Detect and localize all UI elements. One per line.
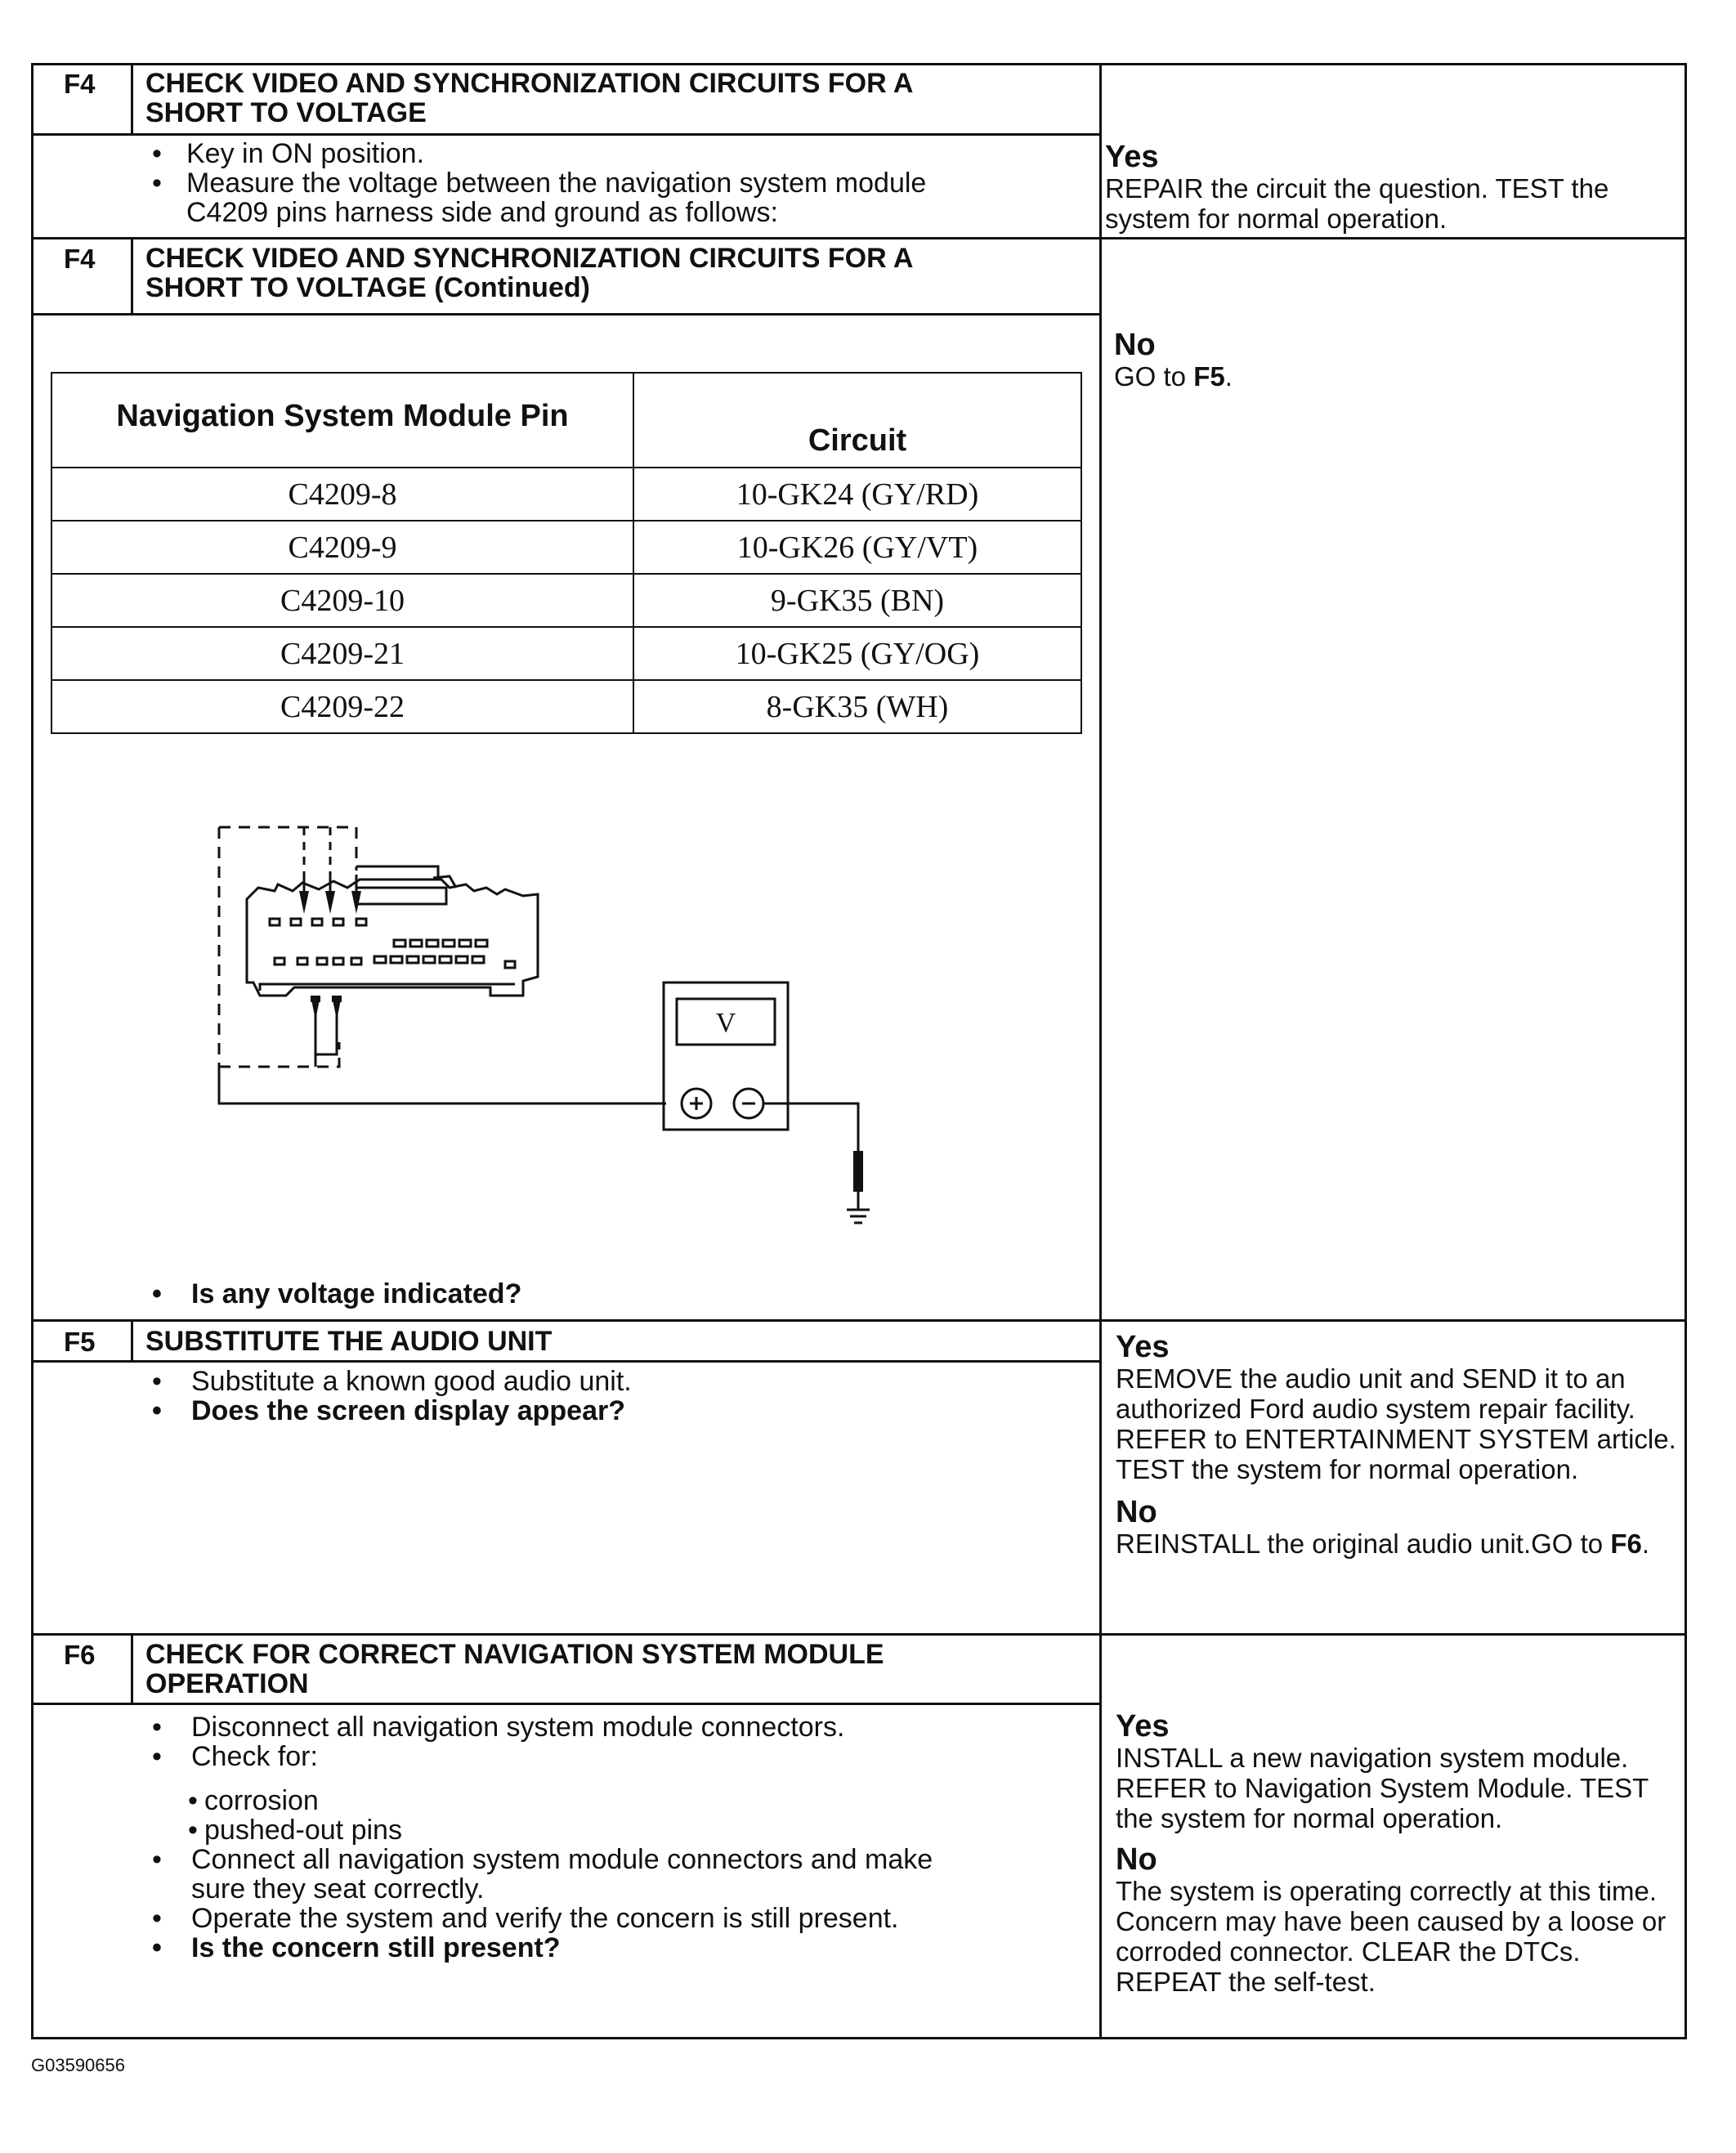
f6-sub-bullet-1: • corrosion xyxy=(145,1786,1094,1815)
f4a-yes-text: REPAIR the circuit the question. TEST the system for normal operation. xyxy=(1105,173,1609,234)
f6-id-divider xyxy=(131,1633,133,1705)
f4a-step-title: CHECK VIDEO AND SYNCHRONIZATION CIRCUITS FOR A SHORT TO VOLTAGE xyxy=(145,68,914,128)
f6-results xyxy=(1116,1710,1683,1997)
f4a-step-id: F4 xyxy=(64,69,96,99)
f6-bullet-2: • Check for: xyxy=(145,1742,1094,1771)
f6-bullet-5: • Is the concern still present? xyxy=(145,1933,1094,1963)
f4b-no-text: GO to F5. xyxy=(1114,361,1233,392)
table-cell-pin: C4209-8 xyxy=(51,468,633,521)
f4a-title-rule xyxy=(31,133,1102,136)
f6-bullet-1: • Disconnect all navigation system module connectors. xyxy=(145,1712,1094,1742)
f5-instructions xyxy=(145,1367,1085,1426)
table-row xyxy=(51,680,1081,733)
table-header-row xyxy=(51,373,1081,468)
dashed-harness-outline xyxy=(219,827,356,871)
table-header-pin: Navigation System Module Pin xyxy=(51,373,633,468)
table-header-circuit: Circuit xyxy=(633,373,1081,468)
f5-results xyxy=(1116,1331,1680,1559)
table-row xyxy=(51,468,1081,521)
f4a-yes-heading: Yes xyxy=(1105,140,1159,174)
f4b-step-id: F4 xyxy=(64,244,96,274)
f5-no-heading: No xyxy=(1116,1495,1157,1529)
f4b-bottom-rule xyxy=(31,1319,1687,1322)
f4a-bullet-1: • Key in ON position. xyxy=(145,139,1085,168)
positive-lead xyxy=(219,1067,666,1103)
f4b-title-rule xyxy=(31,313,1102,316)
f6-yes-text: INSTALL a new navigation system module. REFER to Navigation System Module. TEST the system for normal operation. xyxy=(1116,1743,1649,1833)
f6-step-id: F6 xyxy=(64,1640,96,1670)
table-row xyxy=(51,627,1081,680)
f5-bullet-2: • Does the screen display appear? xyxy=(145,1396,1085,1426)
table-cell-circuit: 10-GK24 (GY/RD) xyxy=(633,468,1081,521)
f6-step-title: CHECK FOR CORRECT NAVIGATION SYSTEM MODULE OPERATION xyxy=(145,1639,884,1699)
f6-bullet-3: • Connect all navigation system module connectors and make sure they seat correctly. xyxy=(145,1845,1094,1904)
f6-instructions xyxy=(145,1712,1094,1963)
f4a-instructions xyxy=(145,139,1085,227)
voltmeter-label: V xyxy=(715,1008,736,1038)
table-cell-circuit: 9-GK35 (BN) xyxy=(633,574,1081,627)
f6-sub-bullet-2: • pushed-out pins xyxy=(145,1815,1094,1845)
table-cell-pin: C4209-9 xyxy=(51,521,633,574)
f5-title-rule xyxy=(31,1360,1102,1363)
f6-title-rule xyxy=(31,1703,1102,1705)
table-cell-pin: C4209-21 xyxy=(51,627,633,680)
ground-icon xyxy=(847,1192,870,1223)
table-cell-circuit: 10-GK25 (GY/OG) xyxy=(633,627,1081,680)
table-cell-pin: C4209-10 xyxy=(51,574,633,627)
f5-yes-text: REMOVE the audio unit and SEND it to an authorized Ford audio system repair facility. REFER to ENTERTAINMENT SYSTEM article. TEST the system for normal operation. xyxy=(1116,1363,1676,1484)
f5-no-text: REINSTALL the original audio unit.GO to F6. xyxy=(1116,1529,1649,1559)
f4a-id-divider xyxy=(131,63,133,136)
table-cell-pin: C4209-22 xyxy=(51,680,633,733)
f4b-no-heading: No xyxy=(1114,328,1156,362)
f4b-step-title: CHECK VIDEO AND SYNCHRONIZATION CIRCUITS FOR A SHORT TO VOLTAGE (Continued) xyxy=(145,243,914,303)
f5-step-id: F5 xyxy=(64,1327,96,1357)
frame-top xyxy=(31,63,1687,65)
f5-bullet-1: • Substitute a known good audio unit. xyxy=(145,1367,1085,1396)
table-cell-circuit: 10-GK26 (GY/VT) xyxy=(633,521,1081,574)
frame-bottom xyxy=(31,2037,1687,2039)
f4b-no-result xyxy=(1114,329,1678,392)
f5-step-title: SUBSTITUTE THE AUDIO UNIT xyxy=(145,1326,553,1357)
f6-no-text: The system is operating correctly at this time. Concern may have been caused by a loose or corroded connector. CLEAR the DTCs. REPEAT the self-test. xyxy=(1116,1876,1667,1997)
frame-left xyxy=(31,63,34,2039)
table-cell-circuit: 8-GK35 (WH) xyxy=(633,680,1081,733)
frame-right xyxy=(1685,63,1687,2039)
f5-id-divider xyxy=(131,1319,133,1363)
f4a-yes-result xyxy=(1105,141,1682,234)
ground-lead xyxy=(763,1103,858,1167)
figure-code: G03590656 xyxy=(31,2055,125,2075)
f4b-no-link: F5 xyxy=(1193,361,1225,392)
f5-bottom-rule xyxy=(31,1633,1687,1636)
connector-body xyxy=(247,880,538,996)
f6-yes-heading: Yes xyxy=(1116,1709,1170,1743)
f4a-bullet-2: • Measure the voltage between the navigation system module C4209 pins harness side and ground as follows: xyxy=(145,168,1085,227)
probe-leads xyxy=(304,875,356,891)
f5-no-link: F6 xyxy=(1610,1529,1642,1559)
f6-no-heading: No xyxy=(1116,1842,1157,1877)
table-row xyxy=(51,574,1081,627)
column-divider xyxy=(1099,63,1102,2039)
f4b-question-bullet: • Is any voltage indicated? xyxy=(145,1279,1045,1309)
f6-bullet-4: • Operate the system and verify the concern is still present. xyxy=(145,1904,1094,1933)
voltmeter-test-illustration xyxy=(196,809,915,1251)
f4b-id-divider xyxy=(131,237,133,313)
f5-yes-heading: Yes xyxy=(1116,1330,1170,1364)
pin-circuit-table xyxy=(51,372,1082,734)
f4b-question xyxy=(145,1279,1045,1309)
table-row xyxy=(51,521,1081,574)
f4a-bottom-rule xyxy=(31,237,1687,239)
